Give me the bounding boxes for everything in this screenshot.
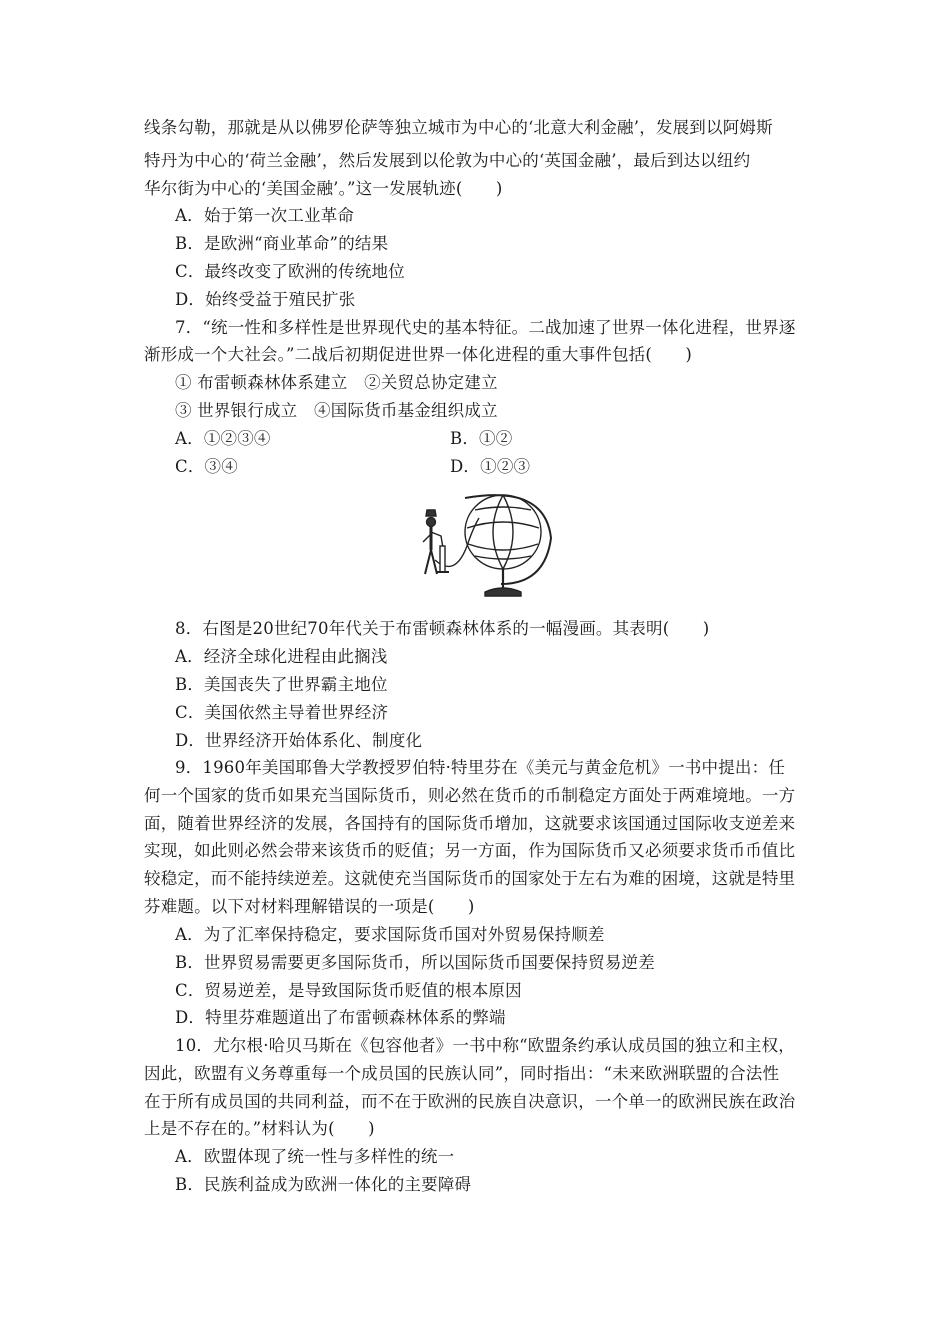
q10-stem-line-3: 在于所有成员国的共同利益，而不在于欧洲的民族自决意识，一个单一的欧洲民族在政治: [144, 1092, 796, 1111]
q7-option-b: B．①②: [450, 429, 513, 448]
q8-option-a: A．经济全球化进程由此搁浅: [175, 647, 388, 666]
q10-stem-line-1: 10．尤尔根·哈贝马斯在《包容他者》一书中称“欧盟条约承认成员国的独立和主权，: [175, 1036, 795, 1055]
q9-option-d: D．特里芬难题道出了布雷顿森林体系的弊端: [175, 1008, 506, 1027]
q6-option-c: C．最终改变了欧洲的传统地位: [175, 262, 405, 281]
q10-stem-line-2: 因此，欧盟有义务尊重每一个成员国的民族认同”，同时指出：“未来欧洲联盟的合法性: [144, 1064, 780, 1083]
q9-stem-line-1: 9．1960年美国耶鲁大学教授罗伯特·特里芬在《美元与黄金危机》一书中提出：任: [175, 758, 786, 777]
q9-option-b: B．世界贸易需要更多国际货币，所以国际货币国要保持贸易逆差: [175, 953, 655, 972]
q10-stem-line-4: 上是不存在的。”材料认为( ): [144, 1119, 375, 1138]
q6-option-a: A．始于第一次工业革命: [175, 206, 355, 225]
q7-option-a: A．①②③④: [175, 429, 271, 448]
q6-text-line-3: 华尔街为中心的‘美国金融’。”这一发展轨迹( ): [144, 179, 503, 198]
bretton-woods-cartoon: [405, 488, 555, 608]
q9-option-a: A．为了汇率保持稳定，要求国际货币国对外贸易保持顺差: [175, 925, 605, 944]
q6-text-line-1: 线条勾勒，那就是从以佛罗伦萨等独立城市为中心的‘北意大利金融’，发展到以阿姆斯: [144, 118, 773, 137]
q7-option-c: C．③④: [175, 457, 238, 476]
globe-outline: [465, 495, 541, 569]
q10-option-b: B．民族利益成为欧洲一体化的主要障碍: [175, 1175, 472, 1194]
q8-option-c: C．美国依然主导着世界经济: [175, 703, 389, 722]
q7-stem-line-1: 7．“统一性和多样性是世界现代史的基本特征。二战加速了世界一体化进程，世界逐: [175, 318, 796, 337]
man-head: [427, 518, 436, 527]
q9-stem-line-6: 芬难题。以下对材料理解错误的一项是( ): [144, 897, 475, 916]
q6-text-line-2: 特丹为中心的‘荷兰金融’，然后发展到以伦敦为中心的‘英国金融’，最后到达以纽约: [144, 151, 751, 170]
q9-option-c: C．贸易逆差，是导致国际货币贬值的根本原因: [175, 981, 522, 1000]
q9-stem-line-5: 较稳定，而不能持续逆差。这就使充当国际货币的国家处于左右为难的困境，这就是特里: [144, 869, 796, 888]
q8-option-b: B．美国丧失了世界霸主地位: [175, 675, 388, 694]
q8-stem: 8．右图是20世纪70年代关于布雷顿森林体系的一幅漫画。其表明( ): [175, 619, 710, 638]
q9-stem-line-4: 实现，如此则必然会带来该货币的贬值；另一方面，作为国际货币又必须要求货币币值比: [144, 841, 796, 860]
q7-item-row-1: ① 布雷顿森林体系建立 ②关贸总协定建立: [175, 373, 498, 392]
q7-stem-line-2: 渐形成一个大社会。”二战后初期促进世界一体化进程的重大事件包括( ): [144, 345, 693, 364]
q7-item-row-2: ③ 世界银行成立 ④国际货币基金组织成立: [175, 401, 498, 420]
q7-option-d: D．①②③: [450, 457, 531, 476]
q8-option-d: D．世界经济开始体系化、制度化: [175, 731, 423, 750]
q9-stem-line-3: 面，随着世界经济的发展，各国持有的国际货币增加，这就要求该国通过国际收支逆差来: [144, 814, 796, 833]
q9-stem-line-2: 何一个国家的货币如果充当国际货币，则必然在货币的币制稳定方面处于两难境地。一方: [144, 786, 796, 805]
q10-option-a: A．欧盟体现了统一性与多样性的统一: [175, 1147, 455, 1166]
q6-option-d: D．始终受益于殖民扩张: [175, 290, 356, 309]
q6-option-b: B．是欧洲“商业革命”的结果: [175, 234, 389, 253]
